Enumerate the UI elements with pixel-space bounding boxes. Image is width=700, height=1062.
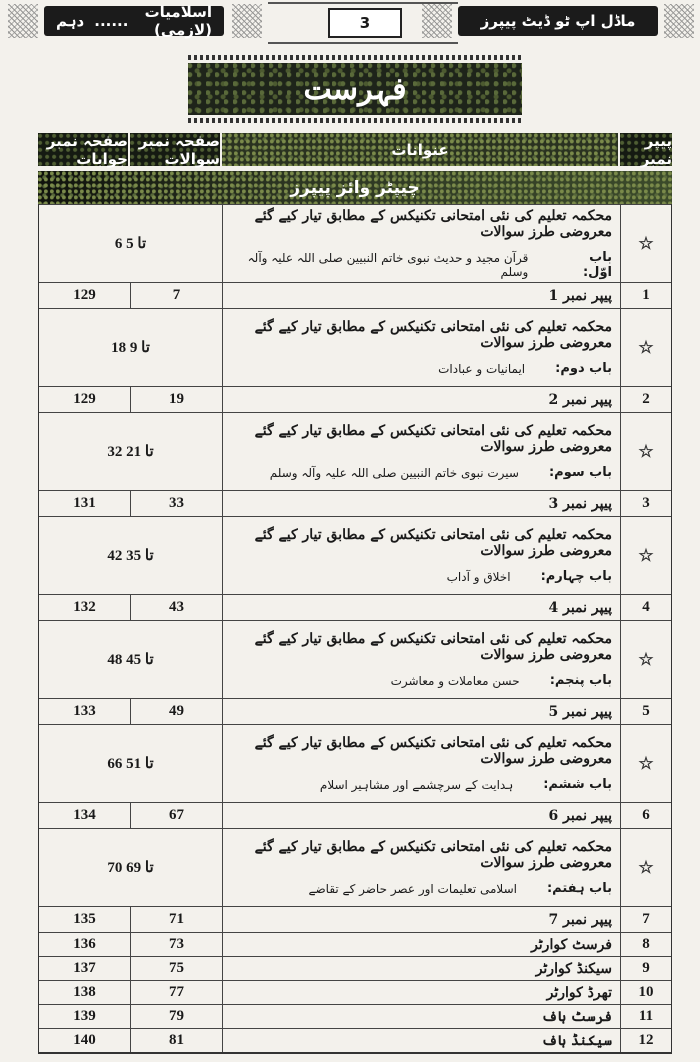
chapter-description <box>223 517 621 594</box>
table-row[interactable] <box>39 698 671 724</box>
page-range: 32 تا 21 <box>39 413 223 490</box>
paper-number: 7 <box>642 911 650 927</box>
chapter-label: باب ششم: <box>543 777 612 792</box>
questions-page: 75 <box>131 957 223 980</box>
subject-dots: ...... <box>94 12 129 30</box>
section-heading: محکمہ تعلیم کی نئی امتحانی تکنیکس کے مطابق تیار کیے گئے معروضی طرز سوالات <box>254 319 612 351</box>
table-row[interactable] <box>39 980 671 1004</box>
chapter-title: اسلامی تعلیمات اور عصر حاضر کے تقاضے <box>308 881 517 896</box>
star-icon: ☆ <box>638 337 654 357</box>
paper-title: سیکنڈ ہاف <box>223 1029 621 1052</box>
star-icon: ☆ <box>638 545 654 565</box>
chapter-line <box>231 881 612 896</box>
star-icon: ☆ <box>638 649 654 669</box>
table-row[interactable] <box>39 594 671 620</box>
paper-number: 3 <box>642 495 650 511</box>
ornament-icon <box>664 4 694 38</box>
ornament-icon <box>422 4 452 38</box>
chapter-description <box>223 621 621 698</box>
chapter-section-row <box>39 204 671 282</box>
table-row[interactable] <box>39 1028 671 1052</box>
answers-page: 135 <box>39 907 131 932</box>
chapter-title: سیرت نبوی خاتم النبیین صلی اللہ علیہ وآلہ وسلم <box>269 465 519 480</box>
col-answers-page: صفحہ نمبر جوابات <box>38 133 130 166</box>
page-range: 48 تا 45 <box>39 621 223 698</box>
title-block <box>188 55 522 125</box>
chapter-section-row <box>39 724 671 802</box>
answers-page: 140 <box>39 1029 131 1052</box>
chapter-label: باب اوّل: <box>582 249 612 280</box>
page-range: 42 تا 35 <box>39 517 223 594</box>
table-row[interactable] <box>39 282 671 308</box>
questions-page: 73 <box>131 933 223 956</box>
answers-page: 138 <box>39 981 131 1004</box>
paper-title: پیپر نمبر 4 <box>223 595 621 620</box>
col-paper-number: پیپر نمبر <box>620 133 672 166</box>
answers-page: 139 <box>39 1005 131 1028</box>
chapter-line <box>231 673 612 688</box>
class-name: دہم <box>56 12 85 30</box>
paper-number: 8 <box>642 936 650 952</box>
chapter-line <box>231 777 612 792</box>
table-row[interactable] <box>39 1004 671 1028</box>
paper-title: پیپر نمبر 6 <box>223 803 621 828</box>
page-range: 18 تا 9 <box>39 309 223 386</box>
page-range: 6 تا 5 <box>39 205 223 282</box>
contents-table <box>38 133 672 1054</box>
paper-number: 10 <box>638 984 654 1000</box>
paper-number: 5 <box>642 703 650 719</box>
section-heading: محکمہ تعلیم کی نئی امتحانی تکنیکس کے مطابق تیار کیے گئے معروضی طرز سوالات <box>254 735 612 767</box>
paper-title: فرسٹ ہاف <box>223 1005 621 1028</box>
chapter-title: قرآن مجید و حدیث نبوی خاتم النبیین صلی اللہ علیہ وآلہ وسلم <box>247 250 529 279</box>
chapter-line <box>231 569 612 584</box>
chapter-section-row <box>39 620 671 698</box>
chapter-section-row <box>39 516 671 594</box>
chapter-title: حسن معاملات و معاشرت <box>390 673 520 688</box>
decorative-rule <box>188 118 522 123</box>
chapter-description <box>223 309 621 386</box>
answers-page: 133 <box>39 699 131 724</box>
star-icon: ☆ <box>638 857 654 877</box>
page-range: 66 تا 51 <box>39 725 223 802</box>
questions-page: 19 <box>131 387 223 412</box>
chapter-label: باب دوم: <box>555 361 612 376</box>
paper-number: 6 <box>642 807 650 823</box>
page-title: فہرست <box>188 63 522 115</box>
chapter-description <box>223 413 621 490</box>
answers-page: 132 <box>39 595 131 620</box>
chapter-title: ہدایت کے سرچشمے اور مشاہیر اسلام <box>319 777 514 792</box>
subject-name: اسلامیات (لازمی) <box>144 3 212 39</box>
chapter-label: باب سوم: <box>548 465 612 480</box>
chapter-title: اخلاق و آداب <box>446 569 511 584</box>
table-row[interactable] <box>39 932 671 956</box>
paper-title: تھرڈ کوارٹر <box>223 981 621 1004</box>
chapter-section-row <box>39 412 671 490</box>
paper-title: فرسٹ کوارٹر <box>223 933 621 956</box>
table-row[interactable] <box>39 956 671 980</box>
answers-page: 131 <box>39 491 131 516</box>
chapter-label: باب ہفتم: <box>546 881 612 896</box>
subject-label <box>44 3 224 39</box>
answers-page: 137 <box>39 957 131 980</box>
chapter-description <box>223 205 621 282</box>
chapter-line <box>231 250 612 280</box>
chapter-label: باب چہارم: <box>540 569 612 584</box>
questions-page: 81 <box>131 1029 223 1052</box>
page-range: 70 تا 69 <box>39 829 223 906</box>
chapter-label: باب پنجم: <box>549 673 612 688</box>
paper-title: پیپر نمبر 2 <box>223 387 621 412</box>
section-heading: محکمہ تعلیم کی نئی امتحانی تکنیکس کے مطابق تیار کیے گئے معروضی طرز سوالات <box>254 423 612 455</box>
questions-page: 33 <box>131 491 223 516</box>
table-row[interactable] <box>39 906 671 932</box>
decorative-rule <box>188 55 522 60</box>
paper-title: پیپر نمبر 7 <box>223 907 621 932</box>
chapter-title: ایمانیات و عبادات <box>438 361 526 376</box>
answers-page: 129 <box>39 387 131 412</box>
table-row[interactable] <box>39 386 671 412</box>
ornament-icon <box>8 4 38 38</box>
star-icon: ☆ <box>638 753 654 773</box>
questions-page: 49 <box>131 699 223 724</box>
answers-page: 129 <box>39 283 131 308</box>
questions-page: 67 <box>131 803 223 828</box>
chapter-section-row <box>39 308 671 386</box>
table-row[interactable] <box>39 802 671 828</box>
paper-number: 11 <box>638 1008 654 1024</box>
section-heading: محکمہ تعلیم کی نئی امتحانی تکنیکس کے مطابق تیار کیے گئے معروضی طرز سوالات <box>254 527 612 559</box>
section-band: چیپٹر وائز پیپرز <box>38 171 672 204</box>
section-heading: محکمہ تعلیم کی نئی امتحانی تکنیکس کے مطابق تیار کیے گئے معروضی طرز سوالات <box>254 839 612 871</box>
paper-title: پیپر نمبر 3 <box>223 491 621 516</box>
paper-title: سیکنڈ کوارٹر <box>223 957 621 980</box>
col-questions-page: صفحہ نمبر سوالات <box>130 133 222 166</box>
section-heading: محکمہ تعلیم کی نئی امتحانی تکنیکس کے مطابق تیار کیے گئے معروضی طرز سوالات <box>254 631 612 663</box>
questions-page: 71 <box>131 907 223 932</box>
questions-page: 77 <box>131 981 223 1004</box>
chapter-description <box>223 829 621 906</box>
answers-page: 136 <box>39 933 131 956</box>
questions-page: 7 <box>131 283 223 308</box>
answers-page: 134 <box>39 803 131 828</box>
paper-number: 2 <box>642 391 650 407</box>
questions-page: 79 <box>131 1005 223 1028</box>
paper-number: 9 <box>642 960 650 976</box>
questions-page: 43 <box>131 595 223 620</box>
chapter-section-row <box>39 828 671 906</box>
col-topics: عنوانات <box>222 133 620 166</box>
chapter-description <box>223 725 621 802</box>
chapter-line <box>231 465 612 480</box>
star-icon: ☆ <box>638 233 654 253</box>
paper-number: 1 <box>642 287 650 303</box>
paper-title: پیپر نمبر 1 <box>223 283 621 308</box>
section-heading: محکمہ تعلیم کی نئی امتحانی تکنیکس کے مطابق تیار کیے گئے معروضی طرز سوالات <box>254 207 612 240</box>
page-header <box>0 0 700 42</box>
paper-number: 4 <box>642 599 650 615</box>
paper-title: پیپر نمبر 5 <box>223 699 621 724</box>
ornament-icon <box>232 4 262 38</box>
page-number: 3 <box>328 8 402 38</box>
table-body <box>38 204 672 1054</box>
table-header <box>38 133 672 166</box>
book-title-label: ماڈل اپ ٹو ڈیٹ پیپرز <box>458 6 658 36</box>
paper-number: 12 <box>638 1032 654 1048</box>
table-row[interactable] <box>39 490 671 516</box>
star-icon: ☆ <box>638 441 654 461</box>
chapter-line <box>231 361 612 376</box>
